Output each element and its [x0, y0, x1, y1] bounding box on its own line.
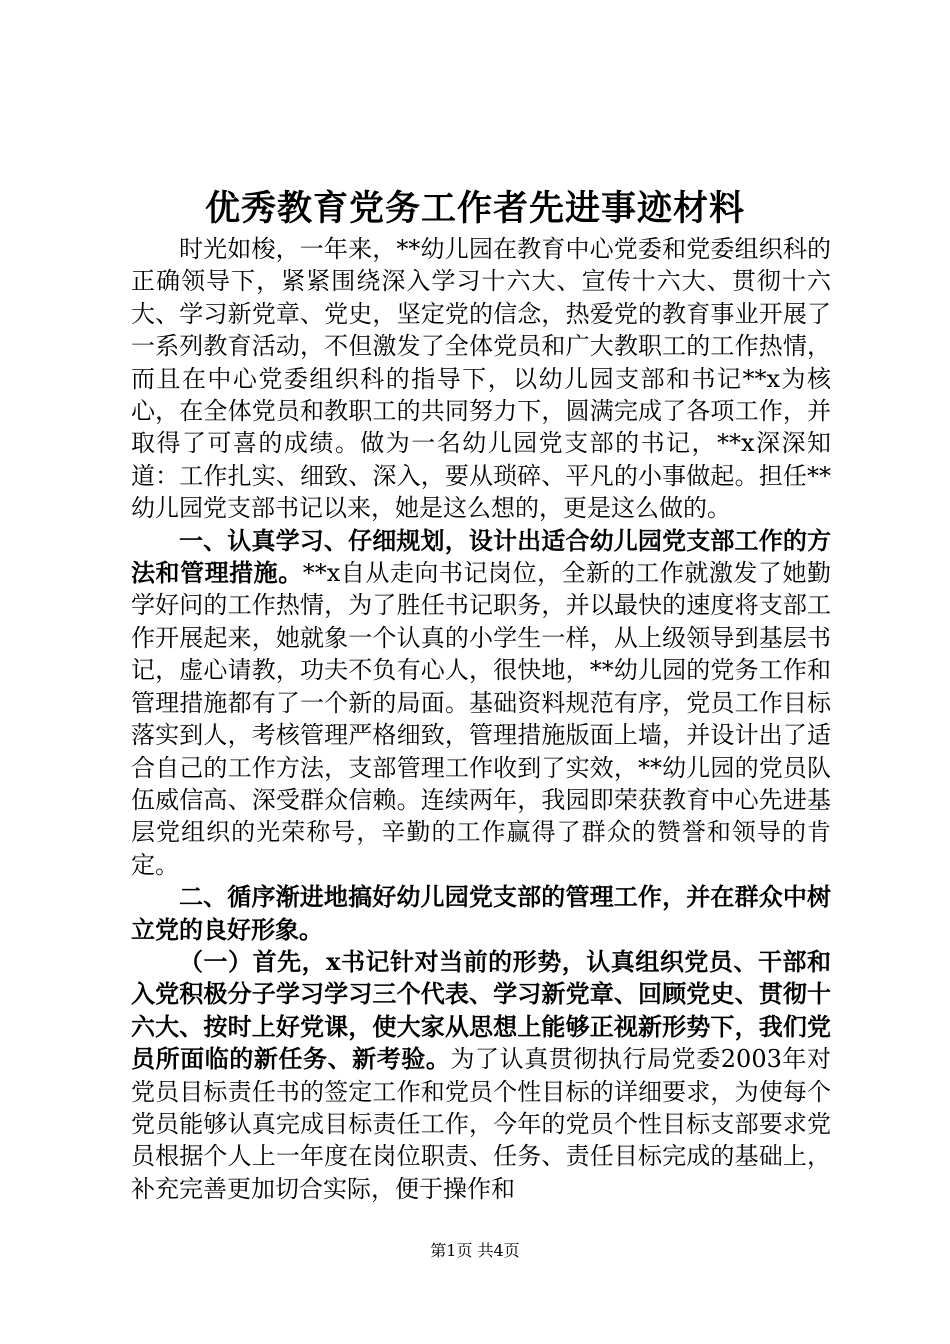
paragraph-subsection-1	[131, 946, 831, 1205]
subsection-1-heading: （一）首先，x书记针对当前的形势，认真组织党员、干部和入党积极分子学习学习三个代表、学习新党章、回顾党史、贯彻十六大、按时上好党课，使大家从思想上能够正视新形势下，我们党员所面临的新任务、新考验。	[131, 946, 831, 1074]
paragraph-intro: 时光如梭，一年来，**幼儿园在教育中心党委和党委组织科的正确领导下，紧紧围绕深入学习十六大、宣传十六大、贯彻十六大、学习新党章、党史，坚定党的信念，热爱党的教育事业开展了一系列教育活动，不但激发了全体党员和广大教职工的工作热情，而且在中心党委组织科的指导下，以幼儿园支部和书记**x为核心，在全体党员和教职工的共同努力下，圆满完成了各项工作，并取得了可喜的成绩。做为一名幼儿园党支部的书记，**x深深知道：工作扎实、细致、深入，要从琐碎、平凡的小事做起。担任**幼儿园党支部书记以来，她是这么想的，更是这么做的。	[131, 235, 831, 523]
paragraph-section-1	[131, 525, 831, 881]
section-1-heading: 一、认真学习、仔细规划，设计出适合幼儿园党支部工作的方法和管理措施。	[131, 525, 831, 588]
page-footer: 第1页 共4页	[430, 1241, 520, 1260]
subsection-1-body: 为了认真贯彻执行局党委2003年对党员目标责任书的签定工作和党员个性目标的详细要求，为使每个党员能够认真完成目标责任工作，今年的党员个性目标支部要求党员根据个人上一年度在岗位职责、任务、责任目标完成的基础上，补充完善更加切合实际，便于操作和	[131, 1045, 832, 1203]
document-body	[131, 233, 831, 1205]
section-1-body: **x自从走向书记岗位，全新的工作就激发了她勤学好问的工作热情，为了胜任书记职务，并以最快的速度将支部工作开展起来，她就象一个认真的小学生一样，从上级领导到基层书记，虚心请教，功夫不负有心人，很快地，**幼儿园的党务工作和管理措施都有了一个新的局面。基础资料规范有序，党员工作目标落实到人，考核管理严格细致，管理措施版面上墙，并设计出了适合自己的工作方法，支部管理工作收到了实效，**幼儿园的党员队伍威信高、深受群众信赖。连续两年，我园即荣获教育中心先进基层党组织的光荣称号，辛勤的工作赢得了群众的赞誉和领导的肯定。	[131, 559, 831, 879]
paragraph-section-2	[131, 881, 831, 946]
section-2-heading: 二、循序渐进地搞好幼儿园党支部的管理工作，并在群众中树立党的良好形象。	[131, 882, 831, 944]
document-title: 优秀教育党务工作者先进事迹材料	[204, 188, 745, 229]
